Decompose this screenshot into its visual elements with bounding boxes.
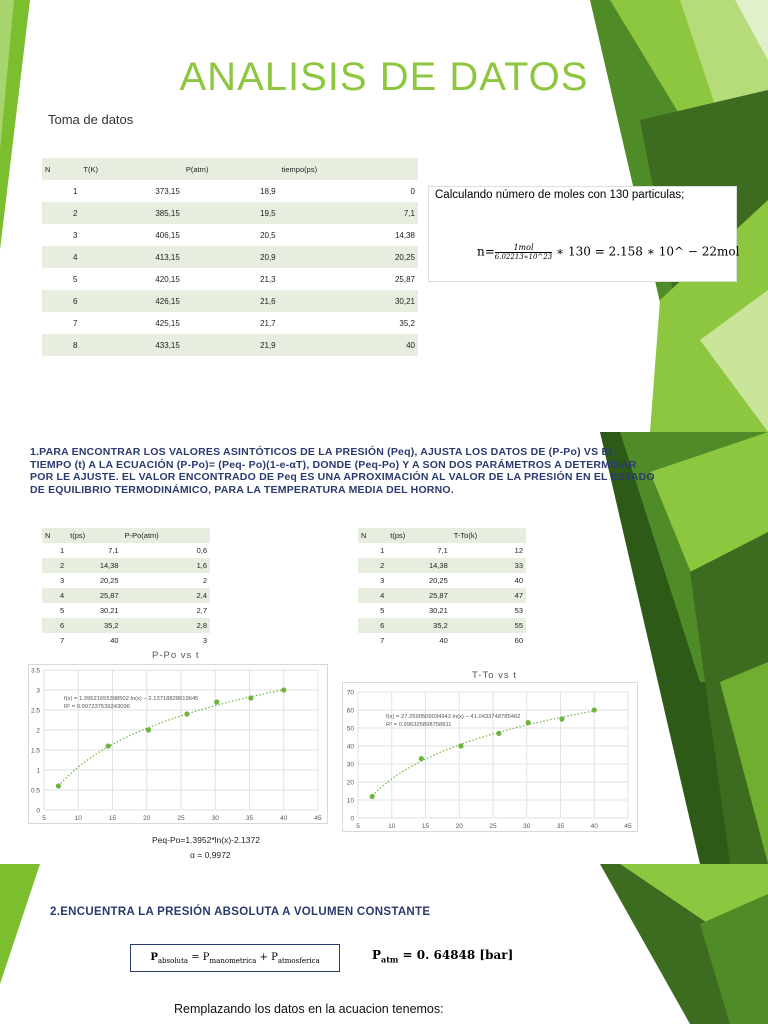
y-tick-label: 0.5 [30, 787, 40, 795]
y-tick-label: 0 [36, 807, 40, 815]
pressure-table-cell: 2,7 [122, 603, 210, 618]
moles-rest: ∗ 130 = 2.158 ∗ 10^ − 22mol [556, 244, 740, 259]
x-tick-label: 40 [590, 823, 598, 830]
trendline-equation: f(x) = 27.2590509034943 ln(x) − 41.0433748785462 [386, 714, 521, 720]
patm-p: P [372, 948, 382, 962]
moles-frac-den: 6.02213∗10^23 [494, 253, 553, 261]
data-point [106, 743, 111, 748]
pressure-table-cell: 5 [42, 603, 67, 618]
chart-2-title: T-To vs t [472, 670, 517, 681]
data-table-cell: 21,9 [183, 334, 279, 356]
pressure-table [42, 528, 210, 648]
y-tick-label: 2.5 [30, 707, 40, 715]
data-point [214, 699, 219, 704]
x-tick-label: 10 [74, 815, 82, 822]
chart-temperature-vs-time [342, 682, 638, 832]
data-point [496, 731, 501, 736]
y-tick-label: 20 [346, 779, 354, 787]
trendline-equation: f(x) = 1.39521655398502 ln(x) − 2.13718828619645 [64, 696, 199, 702]
data-point [281, 687, 286, 692]
formula-man-sub: manometrica [209, 957, 257, 965]
temperature-table-row [358, 588, 526, 603]
data-table-cell: 7 [42, 312, 80, 334]
temperature-table-cell: 3 [358, 573, 387, 588]
x-tick-label: 5 [356, 823, 360, 830]
pressure-table-row [42, 603, 210, 618]
temperature-table-cell: 1 [358, 543, 387, 558]
formula-abs-sub: absoluta [157, 957, 189, 965]
data-table-cell: 8 [42, 334, 80, 356]
data-table-cell: 20,25 [279, 246, 418, 268]
data-table-cell: 40 [279, 334, 418, 356]
data-table-row [42, 312, 418, 334]
x-tick-label: 15 [421, 823, 430, 830]
y-tick-label: 30 [346, 761, 354, 769]
data-table [42, 158, 418, 356]
moles-equation [477, 243, 739, 261]
data-table-cell: 1 [42, 180, 80, 202]
slide-2 [0, 432, 768, 864]
temperature-table-row [358, 618, 526, 633]
pressure-table-row [42, 558, 210, 573]
data-table-header-cell: N [42, 158, 80, 180]
data-table-cell: 19,5 [183, 202, 279, 224]
pressure-table-cell: 3 [122, 633, 210, 648]
data-point [370, 794, 375, 799]
y-tick-label: 10 [346, 797, 354, 805]
x-tick-label: 15 [108, 815, 117, 822]
y-tick-label: 1.5 [30, 747, 40, 755]
pressure-table-row [42, 633, 210, 648]
data-table-row [42, 180, 418, 202]
temperature-table-cell: 55 [451, 618, 526, 633]
formula-eq: = P [188, 952, 210, 963]
pressure-table-cell: 30,21 [67, 603, 122, 618]
temperature-table-header-cell: T-To(k) [451, 528, 526, 543]
temperature-table-row [358, 558, 526, 573]
temperature-table [358, 528, 526, 648]
temperature-table-cell: 5 [358, 603, 387, 618]
data-table-cell: 21,6 [183, 290, 279, 312]
data-point [146, 727, 151, 732]
data-point [592, 707, 597, 712]
data-table-row [42, 224, 418, 246]
y-tick-label: 0 [350, 815, 354, 823]
x-tick-label: 20 [455, 823, 463, 830]
slide-3-decoration [0, 864, 768, 1024]
temperature-table-cell: 60 [451, 633, 526, 648]
data-table-cell: 385,15 [80, 202, 182, 224]
x-tick-label: 10 [388, 823, 396, 830]
r-squared-label: R² = 0.996325898758811 [386, 722, 452, 728]
temperature-table-header-row [358, 528, 526, 543]
patm-sub: atm [381, 954, 399, 965]
x-tick-label: 35 [245, 815, 254, 822]
x-tick-label: 30 [211, 815, 219, 822]
question-1: 1.PARA ENCONTRAR LOS VALORES ASINTÓTICOS DE LA PRESIÓN (Peq), AJUSTA LOS DATOS DE (P-Po) VS EL TIEMPO (t) A LA ECUACIÓN (P-Po)= (Peq- Po)(1-e-αT), DONDE (Peq-Po) Y A SON DOS PARÁMETROS A DETERMINAR POR LE AJUSTE. EL VALOR ENCONTRADO DE Peq ES UNA APROXIMACIÓN AL VALOR DE LA PRESIÓN EN EL ESTADO DE EQUILIBRIO TERMODINÁMICO, PARA LA TEMPERATURA MEDIA DEL HORNO. [30, 446, 655, 496]
data-table-cell: 406,15 [80, 224, 182, 246]
y-tick-label: 50 [346, 725, 354, 733]
data-table-cell: 373,15 [80, 180, 182, 202]
temperature-table-row [358, 603, 526, 618]
data-table-row [42, 290, 418, 312]
temperature-table-row [358, 633, 526, 648]
x-tick-label: 5 [42, 815, 46, 822]
pressure-table-row [42, 618, 210, 633]
moles-calculation-box [428, 186, 740, 282]
y-tick-label: 3.5 [30, 667, 40, 675]
data-point [184, 711, 189, 716]
pressure-table-cell: 7,1 [67, 543, 122, 558]
pressure-table-header-row [42, 528, 210, 543]
data-table-cell: 433,15 [80, 334, 182, 356]
data-table-cell: 21,3 [183, 268, 279, 290]
data-table-cell: 20,9 [183, 246, 279, 268]
y-tick-label: 70 [346, 689, 354, 697]
temperature-table-cell: 30,21 [387, 603, 451, 618]
temperature-table-cell: 6 [358, 618, 387, 633]
data-table-cell: 21,7 [183, 312, 279, 334]
slide-1 [0, 0, 768, 432]
formula-plus: + P [256, 952, 278, 963]
pressure-table-cell: 1,6 [122, 558, 210, 573]
data-table-cell: 0 [279, 180, 418, 202]
formula-atm-sub: atmosferica [277, 957, 320, 965]
temperature-table-cell: 14,38 [387, 558, 451, 573]
y-tick-label: 2 [36, 727, 40, 735]
pressure-table-cell: 20,25 [67, 573, 122, 588]
data-table-cell: 25,87 [279, 268, 418, 290]
r-squared-label: R² = 0.997237539243096 [64, 704, 130, 710]
moles-frac-num: 1mol [495, 243, 552, 253]
pressure-table-cell: 7 [42, 633, 67, 648]
x-tick-label: 25 [177, 815, 185, 822]
moles-prefix: n= [477, 244, 495, 259]
fit-equation-note: Peq-Po=1.3952*ln(x)-2.1372 [152, 835, 260, 845]
pressure-table-cell: 6 [42, 618, 67, 633]
data-table-header-row [42, 158, 418, 180]
data-table-cell: 420,15 [80, 268, 182, 290]
data-table-cell: 30,21 [279, 290, 418, 312]
data-table-header-cell: tiempo(ps) [279, 158, 418, 180]
pressure-table-header-cell: t(ps) [67, 528, 122, 543]
x-tick-label: 35 [556, 823, 565, 830]
temperature-table-cell: 35,2 [387, 618, 451, 633]
patm-value: = 0. 64848 [bar] [398, 948, 514, 962]
formula-p: P [150, 952, 158, 963]
data-table-cell: 6 [42, 290, 80, 312]
data-table-cell: 413,15 [80, 246, 182, 268]
data-point [56, 783, 61, 788]
atmospheric-pressure [372, 948, 513, 964]
data-table-row [42, 202, 418, 224]
chart-1-title: P-Po vs t [152, 650, 200, 661]
chart-frame [343, 683, 638, 832]
slide-3 [0, 864, 768, 1024]
temperature-table-cell: 2 [358, 558, 387, 573]
x-tick-label: 45 [314, 815, 322, 822]
data-table-header-cell: P(atm) [183, 158, 279, 180]
data-point [419, 756, 424, 761]
y-tick-label: 60 [346, 707, 354, 715]
pressure-table-header-cell: N [42, 528, 67, 543]
x-tick-label: 30 [523, 823, 531, 830]
data-table-cell: 18,9 [183, 180, 279, 202]
temperature-table-header-cell: N [358, 528, 387, 543]
pressure-table-cell: 2 [122, 573, 210, 588]
data-table-row [42, 268, 418, 290]
data-point [458, 743, 463, 748]
pressure-table-cell: 2 [42, 558, 67, 573]
data-table-cell: 425,15 [80, 312, 182, 334]
data-table-row [42, 334, 418, 356]
pressure-table-cell: 4 [42, 588, 67, 603]
data-table-cell: 2 [42, 202, 80, 224]
x-tick-label: 20 [143, 815, 151, 822]
pressure-table-cell: 0,6 [122, 543, 210, 558]
y-tick-label: 40 [346, 743, 354, 751]
replacement-text: Remplazando los datos en la acuacion tenemos: [174, 1002, 444, 1016]
data-table-cell: 426,15 [80, 290, 182, 312]
question-2: 2.ENCUENTRA LA PRESIÓN ABSOLUTA A VOLUMEN CONSTANTE [50, 906, 431, 918]
y-tick-label: 3 [36, 687, 40, 695]
temperature-table-row [358, 543, 526, 558]
data-table-row [42, 246, 418, 268]
temperature-table-cell: 40 [387, 633, 451, 648]
pressure-table-cell: 3 [42, 573, 67, 588]
data-point [248, 695, 253, 700]
data-table-header-cell: T(K) [80, 158, 182, 180]
temperature-table-cell: 7,1 [387, 543, 451, 558]
moles-fraction [495, 243, 552, 261]
data-table-cell: 20,5 [183, 224, 279, 246]
temperature-table-cell: 20,25 [387, 573, 451, 588]
chart-pressure-vs-time [28, 664, 328, 824]
temperature-table-cell: 12 [451, 543, 526, 558]
page-title: ANALISIS DE DATOS [179, 55, 589, 99]
pressure-table-row [42, 588, 210, 603]
temperature-table-header-cell: t(ps) [387, 528, 451, 543]
temperature-table-cell: 25,87 [387, 588, 451, 603]
x-tick-label: 40 [280, 815, 288, 822]
temperature-table-cell: 7 [358, 633, 387, 648]
pressure-table-cell: 14,38 [67, 558, 122, 573]
temperature-table-cell: 47 [451, 588, 526, 603]
temperature-table-cell: 4 [358, 588, 387, 603]
pressure-table-cell: 1 [42, 543, 67, 558]
pressure-table-cell: 2,8 [122, 618, 210, 633]
temperature-table-cell: 40 [451, 573, 526, 588]
data-table-cell: 35,2 [279, 312, 418, 334]
temperature-table-cell: 33 [451, 558, 526, 573]
data-point [559, 716, 564, 721]
pressure-table-cell: 25,87 [67, 588, 122, 603]
x-tick-label: 45 [624, 823, 632, 830]
absolute-pressure-formula [130, 944, 340, 972]
temperature-table-row [358, 573, 526, 588]
pressure-table-cell: 35,2 [67, 618, 122, 633]
moles-heading: Calculando número de moles con 130 particulas; [435, 189, 685, 201]
section-subtitle: Toma de datos [48, 112, 134, 127]
y-tick-label: 1 [36, 767, 40, 775]
data-table-cell: 7,1 [279, 202, 418, 224]
data-table-cell: 14,38 [279, 224, 418, 246]
pressure-table-header-cell: P-Po(atm) [122, 528, 210, 543]
alpha-note: α = 0,9972 [190, 850, 231, 860]
pressure-table-cell: 2,4 [122, 588, 210, 603]
data-point [526, 720, 531, 725]
data-table-cell: 3 [42, 224, 80, 246]
x-tick-label: 25 [489, 823, 497, 830]
data-table-cell: 4 [42, 246, 80, 268]
pressure-table-row [42, 573, 210, 588]
pressure-table-cell: 40 [67, 633, 122, 648]
temperature-table-cell: 53 [451, 603, 526, 618]
pressure-table-row [42, 543, 210, 558]
data-table-cell: 5 [42, 268, 80, 290]
